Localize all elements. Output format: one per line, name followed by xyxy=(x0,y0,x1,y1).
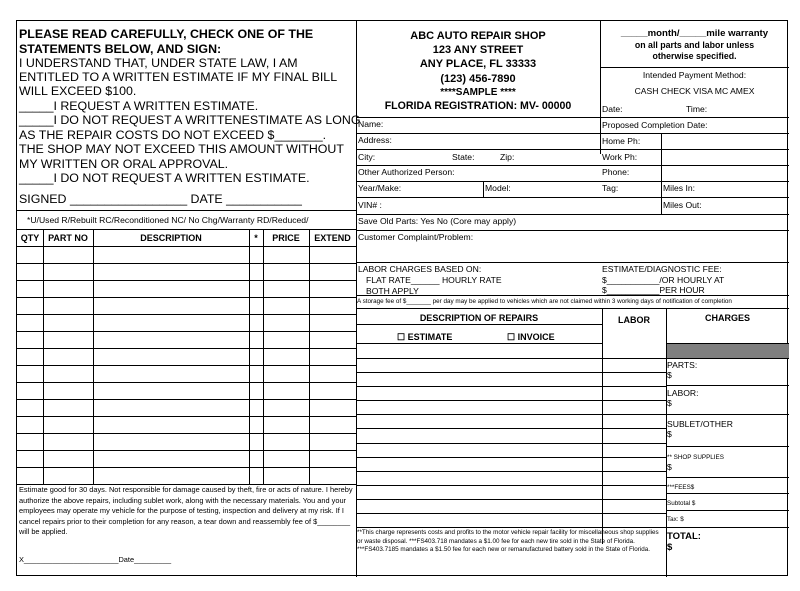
save-old-parts-field[interactable]: Save Old Parts: Yes No (Core may apply) xyxy=(358,216,517,226)
parts-codes-legend: *U/Used R/Rebuilt RC/Reconditioned NC/ No Chg/Warranty RD/Reduced/ xyxy=(27,215,309,225)
parts-table-row[interactable] xyxy=(17,433,356,434)
repairs-table-row[interactable] xyxy=(356,428,666,429)
sample-label: ****SAMPLE **** xyxy=(440,87,516,98)
repairs-table-row[interactable] xyxy=(356,499,666,500)
shop-name: ABC AUTO REPAIR SHOP xyxy=(410,30,546,42)
home-phone-field[interactable]: Home Ph: xyxy=(602,136,641,146)
statement-line: MY WRITTEN OR ORAL APPROVAL. xyxy=(19,157,229,171)
name-field[interactable]: Name: xyxy=(358,119,384,129)
instructions-heading-2: STATEMENTS BELOW, AND SIGN: xyxy=(19,42,222,56)
repairs-table-row[interactable] xyxy=(356,386,666,387)
col-extend-header: EXTEND xyxy=(314,233,351,243)
diagnostic-fee-amount[interactable]: $___________/OR HOURLY AT xyxy=(602,275,725,285)
year-make-field[interactable]: Year/Make: xyxy=(358,183,402,193)
phone-field[interactable]: Phone: xyxy=(602,167,630,177)
parts-table-row[interactable] xyxy=(17,263,356,264)
labor-header: LABOR xyxy=(618,315,650,325)
repairs-table-row[interactable] xyxy=(356,400,666,401)
proposed-completion-date[interactable]: Proposed Completion Date: xyxy=(602,120,708,130)
parts-table-row[interactable] xyxy=(17,297,356,298)
miles-out-field[interactable]: Miles Out: xyxy=(663,200,702,210)
estimate-checkbox[interactable]: ☐ ESTIMATE xyxy=(397,332,453,342)
both-apply-option[interactable]: BOTH APPLY xyxy=(366,286,419,296)
labor-charge-label: LABOR: xyxy=(667,388,699,398)
col-part-no-header: PART NO xyxy=(48,233,88,243)
request-estimate-option[interactable]: _____I REQUEST A WRITTEN ESTIMATE. xyxy=(19,99,259,113)
parts-table-row[interactable] xyxy=(17,450,356,451)
col-description-header: DESCRIPTION xyxy=(140,233,202,243)
parts-table-row[interactable] xyxy=(17,467,356,468)
invoice-checkbox[interactable]: ☐ INVOICE xyxy=(507,332,555,342)
statement-line: AS THE REPAIR COSTS DO NOT EXCEED $_______. xyxy=(19,128,327,142)
payment-method-label: Intended Payment Method: xyxy=(642,70,747,80)
shop-street: 123 ANY STREET xyxy=(432,44,524,56)
date-field[interactable]: Date: xyxy=(602,104,623,114)
miles-in-field[interactable]: Miles In: xyxy=(663,183,695,193)
customer-signature-date[interactable]: X_______________________Date_________ xyxy=(19,555,172,564)
zip-field[interactable]: Zip: xyxy=(500,152,515,162)
no-estimate-option[interactable]: _____I DO NOT REQUEST A WRITTEN ESTIMATE. xyxy=(19,171,310,185)
total-label: TOTAL: xyxy=(667,531,701,542)
statement-line: ENTITLED TO A WRITTEN ESTIMATE IF MY FINAL BILL xyxy=(19,70,338,84)
repairs-table-row[interactable] xyxy=(356,457,666,458)
parts-table-row[interactable] xyxy=(17,348,356,349)
warranty-line-3: otherwise specified. xyxy=(652,51,737,61)
charges-header-shading xyxy=(667,343,789,358)
sublet-other-amount[interactable]: $ xyxy=(667,429,672,439)
payment-options[interactable]: CASH CHECK VISA MC AMEX xyxy=(634,86,755,96)
city-field[interactable]: City: xyxy=(358,152,376,162)
sublet-other-label: SUBLET/OTHER xyxy=(667,419,733,429)
storage-fee-notice: A storage fee of $_______ per day may be applied to vehicles which are not claimed within 3 working days of notification of completion xyxy=(357,298,732,305)
col-qty-header: QTY xyxy=(20,233,40,243)
vin-field[interactable]: VIN# : xyxy=(358,200,382,210)
warranty-line-2: on all parts and labor unless xyxy=(634,40,755,50)
description-of-repairs-header: DESCRIPTION OF REPAIRS xyxy=(419,313,539,323)
fees-footnote: **This charge represents costs and profits to the motor vehicle repair facility for miscellaneous shop supplies or waste disposal. ***FS403.718 mandates a $1.00 fee for each new tire sold in the State of Florida. ***FS403.7185 mandates a $1.50 fee for each new or remanufactured battery sold in the State of Florida. xyxy=(357,529,659,554)
charges-header: CHARGES xyxy=(704,313,750,323)
florida-registration: FLORIDA REGISTRATION: MV- 00000 xyxy=(384,100,572,112)
repairs-table-row[interactable] xyxy=(356,443,666,444)
parts-table-row[interactable] xyxy=(17,382,356,383)
parts-table-row[interactable] xyxy=(17,314,356,315)
parts-charge-label: PARTS: xyxy=(667,360,698,370)
parts-table-row[interactable] xyxy=(17,365,356,366)
address-field[interactable]: Address: xyxy=(358,135,392,145)
repairs-table-row[interactable] xyxy=(356,485,666,486)
other-authorized-person-field[interactable]: Other Authorized Person: xyxy=(358,167,455,177)
labor-charge-amount[interactable]: $ xyxy=(667,398,672,408)
statement-line: THE SHOP MAY NOT EXCEED THIS AMOUNT WITHOUT xyxy=(19,142,344,156)
parts-table-row[interactable] xyxy=(17,280,356,281)
tax-field[interactable]: Tax: $ xyxy=(667,516,684,523)
labor-charges-based-on: LABOR CHARGES BASED ON: xyxy=(358,264,482,274)
repairs-table-row[interactable] xyxy=(356,414,666,415)
diagnostic-hourly-rate[interactable]: $___________PER HOUR xyxy=(602,285,705,295)
statement-line: I UNDERSTAND THAT, UNDER STATE LAW, I AM xyxy=(19,56,298,70)
repairs-table-row[interactable] xyxy=(356,471,666,472)
parts-charge-amount[interactable]: $ xyxy=(667,370,672,380)
col-code-header: * xyxy=(254,233,258,243)
work-phone-field[interactable]: Work Ph: xyxy=(602,152,638,162)
parts-table-row[interactable] xyxy=(17,399,356,400)
customer-complaint-field[interactable]: Customer Complaint/Problem: xyxy=(358,232,474,242)
flat-rate-hourly-option[interactable]: FLAT RATE______ HOURLY RATE xyxy=(366,275,502,285)
state-field[interactable]: State: xyxy=(452,152,475,162)
shop-city: ANY PLACE, FL 33333 xyxy=(419,58,537,70)
signature-line[interactable]: SIGNED _________________ DATE ___________ xyxy=(19,192,302,206)
shop-supplies-label: ** SHOP SUPPLIES xyxy=(667,454,724,461)
tag-field[interactable]: Tag: xyxy=(602,183,619,193)
col-price-header: PRICE xyxy=(272,233,300,243)
repairs-table-row[interactable] xyxy=(356,372,666,373)
warranty-terms[interactable]: _____month/_____mile warranty xyxy=(620,28,769,39)
no-estimate-limit-option[interactable]: _____I DO NOT REQUEST A WRITTENESTIMATE AS LONG xyxy=(19,113,361,127)
subtotal-field[interactable]: Subtotal $ xyxy=(667,500,696,507)
model-field[interactable]: Model: xyxy=(485,183,511,193)
statement-line: WILL EXCEED $100. xyxy=(19,84,137,98)
total-amount[interactable]: $ xyxy=(667,542,673,553)
repairs-table-row[interactable] xyxy=(356,358,666,359)
fees-field[interactable]: ***FEES$ xyxy=(667,484,695,491)
instructions-heading-1: PLEASE READ CAREFULLY, CHECK ONE OF THE xyxy=(19,27,314,41)
time-field[interactable]: Time: xyxy=(686,104,708,114)
parts-table-row[interactable] xyxy=(17,331,356,332)
shop-supplies-amount[interactable]: $ xyxy=(667,462,672,472)
repairs-table-row[interactable] xyxy=(356,513,666,514)
parts-table-row[interactable] xyxy=(17,416,356,417)
repair-order-form xyxy=(16,20,788,576)
estimate-disclaimer: Estimate good for 30 days. Not responsible for damage caused by theft, fire or acts of nature. I hereby authorize the above repairs, including sublet work, along with the necessary materials. You and your employees may operate my vehicle for the purpose of testing, inspection and delivery at my risk. If I cancel repairs prior to their completion for any reason, a tear down and reassembly fee of $________ will be applied. xyxy=(19,485,353,537)
diagnostic-fee-label: ESTIMATE/DIAGNOSTIC FEE: xyxy=(602,264,722,274)
shop-phone: (123) 456-7890 xyxy=(440,73,516,85)
